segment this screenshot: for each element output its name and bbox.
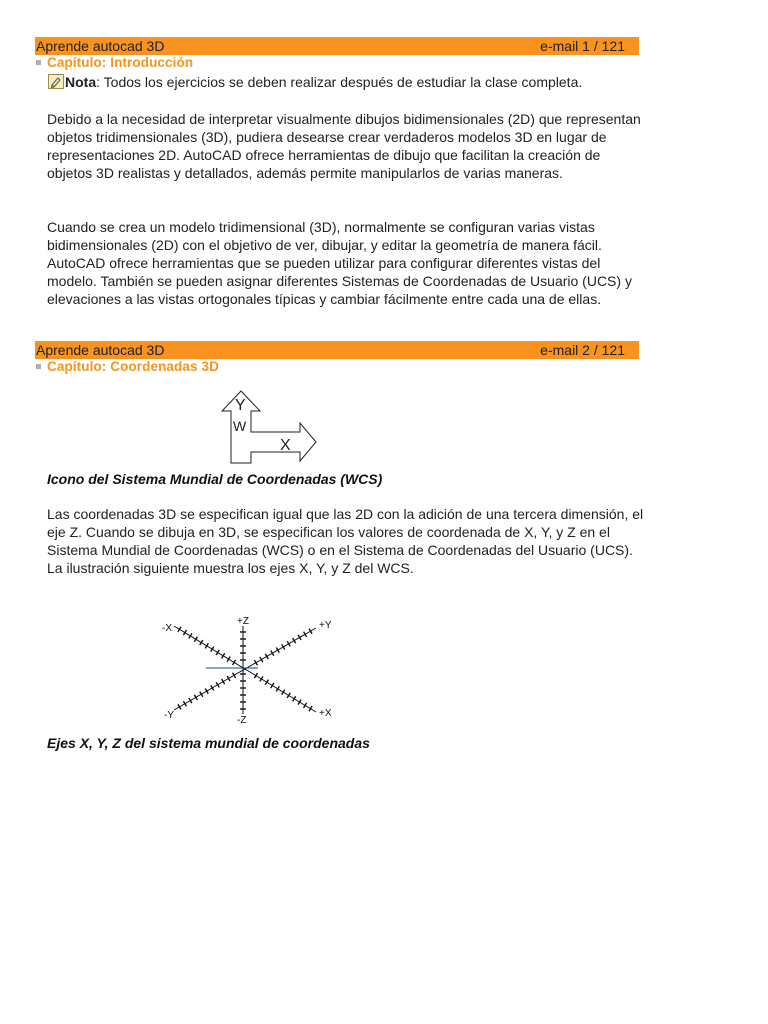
axis-tick-mark: [271, 683, 274, 688]
chapter-title: Capítulo: Introducción: [47, 55, 194, 70]
axis-tick-mark: [293, 696, 296, 701]
axis-tick-mark: [287, 693, 290, 698]
axis-tick-mark: [265, 680, 268, 685]
chapter-title: Capítulo: Coordenadas 3D: [47, 359, 219, 374]
axis-tick-mark: [200, 640, 203, 645]
wcs-w-label: W: [233, 418, 247, 434]
page-header-2: [35, 341, 639, 359]
axis-pos-z-label: +Z: [237, 616, 249, 627]
pencil-note-icon: [48, 74, 64, 89]
xyz-axes-figure: [158, 614, 348, 728]
axis-tick-mark: [227, 657, 230, 662]
caption-wcs: Icono del Sistema Mundial de Coordenadas (WCS): [47, 471, 383, 487]
page-header-1: [35, 37, 639, 55]
axis-tick-mark: [178, 704, 181, 709]
axis-neg-z-label: -Z: [237, 715, 247, 726]
axis-tick-mark: [282, 690, 285, 695]
chapter-heading-1: [36, 55, 193, 70]
paragraph-intro-1: Debido a la necesidad de interpretar visualmente dibujos bidimensionales (2D) que representan objetos tridimensionales (3D), pudiera desearse crear verdaderos modelos 3D en lugar de representaciones 2D. AutoCAD ofrece herramientas de dibujo que facilitan la creación de objetos 3D realistas y detallados, además permite manipularlos de varias maneras.: [47, 111, 641, 181]
wcs-icon-figure: [218, 385, 318, 467]
bullet-square-icon: [36, 60, 41, 65]
axis-tick-mark: [178, 627, 181, 632]
header-title: Aprende autocad 3D: [36, 38, 165, 54]
axis-tick-mark: [293, 638, 296, 643]
axis-tick-mark: [282, 644, 285, 649]
axis-tick-mark: [211, 647, 214, 652]
paragraph-coordinates: Las coordenadas 3D se especifican igual que las 2D con la adición de una tercera dimensión, el eje Z. Cuando se dibuja en 3D, se especifican los valores de coordenada de X, Y, y Z en el Sistema Mundial de Coordenadas (WCS) o en el Sistema de Coordenadas del Usuario (UCS). La ilustración siguiente muestra los ejes X, Y, y Z del WCS.: [47, 506, 644, 576]
axis-tick-mark: [271, 651, 274, 656]
axis-tick-mark: [298, 700, 301, 705]
header-page-count: e-mail 1 / 121: [540, 38, 625, 54]
axis-tick-mark: [222, 653, 225, 658]
axis-pos-x-label: +X: [319, 708, 332, 719]
axis-tick-mark: [222, 679, 225, 684]
axis-tick-mark: [216, 650, 219, 655]
bullet-square-icon: [36, 364, 41, 369]
axis-tick-mark: [254, 673, 257, 678]
axis-neg-y-label: -Y: [164, 710, 174, 721]
chapter-heading-2: [36, 359, 219, 374]
axis-tick-mark: [194, 637, 197, 642]
axis-tick-mark: [189, 698, 192, 703]
axis-tick-mark: [304, 703, 307, 708]
axis-tick-mark: [183, 630, 186, 635]
axis-tick-mark: [233, 660, 236, 665]
axis-tick-mark: [260, 657, 263, 662]
axis-tick-mark: [298, 635, 301, 640]
axis-tick-mark: [276, 647, 279, 652]
note-label: Nota: [65, 74, 97, 90]
axis-tick-mark: [189, 633, 192, 638]
axis-tick-mark: [254, 660, 257, 665]
axis-tick-mark: [265, 654, 268, 659]
axis-tick-mark: [276, 686, 279, 691]
header-page-count: e-mail 2 / 121: [540, 342, 625, 358]
axis-tick-mark: [227, 676, 230, 681]
axis-tick-mark: [200, 692, 203, 697]
axis-tick-mark: [205, 643, 208, 648]
axis-tick-mark: [309, 706, 312, 711]
axis-neg-x-label: -X: [162, 623, 172, 634]
header-title: Aprende autocad 3D: [36, 342, 165, 358]
wcs-x-label: X: [280, 437, 291, 454]
axis-tick-mark: [260, 676, 263, 681]
paragraph-intro-2: Cuando se crea un modelo tridimensional (3D), normalmente se configuran varias vistas bidimensionales (2D) con el objetivo de ver, dibujar, y editar la geometría de manera fácil. AutoCAD ofrece herramientas que se pueden utilizar para configurar diferentes vistas del modelo. También se pueden asignar diferentes Sistemas de Coordenadas de Usuario (UCS) y elevaciones a las vistas ortogonales típicas y cambiar fácilmente entre cada una de ellas.: [47, 219, 632, 307]
axis-tick-mark: [211, 685, 214, 690]
note-text: : Todos los ejercicios se deben realizar después de estudiar la clase completa.: [96, 74, 583, 90]
axis-tick-mark: [309, 629, 312, 634]
axis-tick-mark: [205, 688, 208, 693]
note-line: [48, 74, 582, 90]
axis-tick-mark: [183, 701, 186, 706]
axis-tick-mark: [194, 695, 197, 700]
axis-tick-mark: [287, 641, 290, 646]
axis-pos-y-label: +Y: [319, 620, 332, 631]
axis-tick-mark: [304, 632, 307, 637]
axis-tick-mark: [216, 682, 219, 687]
caption-axes: Ejes X, Y, Z del sistema mundial de coordenadas: [47, 735, 370, 751]
wcs-y-label: Y: [235, 397, 246, 414]
axis-tick-mark: [233, 673, 236, 678]
